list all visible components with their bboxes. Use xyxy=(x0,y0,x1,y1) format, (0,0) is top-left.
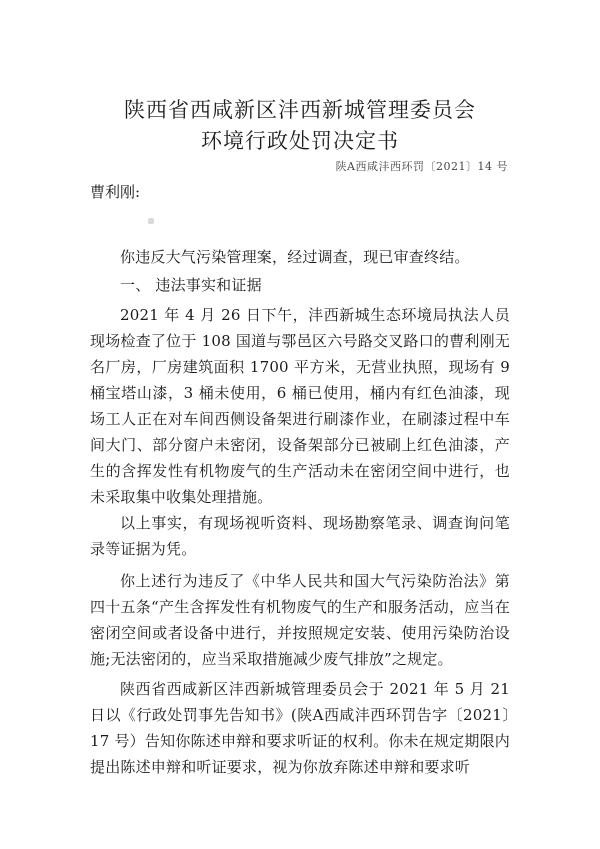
paragraph-intro: 你违反大气污染管理案，经过调查，现已审查终结。 xyxy=(120,248,470,266)
paragraph-law-violation: 你上述行为违反了《中华人民共和国大气污染防治法》第四十五条“产生含挥发性有机物废气的生产和服务活动，应当在密闭空间或者设备中进行，并按照规定安装、使用污染防治设施;无法密闭的，应当采取措施减少废气排放”之规定。 xyxy=(90,572,510,668)
issuing-authority-title: 陕西省西咸新区沣西新城管理委员会 xyxy=(124,98,476,122)
redaction-mark xyxy=(148,218,154,224)
paragraph-facts: 2021 年 4 月 26 日下午，沣西新城生态环境局执法人员现场检查了位于 108 国道与鄠邑区六号路交叉路口的曹利刚无名厂房，厂房建筑面积 1700 平方米，无营业执照，现场有 9 桶宝塔山漆，3 桶未使用，6 桶已使用，桶内有红色油漆，现场工人正在对车间西侧设备架进行刷漆作业，在刷漆过程中车间大门、部分窗户未密闭，设备架部分已被刷上红色油漆，产生的含挥发性有机物废气的生产活动未在密闭空间中进行，也未采取集中收集处理措施。 xyxy=(90,306,510,506)
document-number: 陕A西咸沣西环罚〔2021〕14 号 xyxy=(335,160,508,173)
document-title: 环境行政处罚决定书 xyxy=(201,129,399,153)
section-heading: 一、 违法事实和证据 xyxy=(120,276,262,294)
paragraph-evidence: 以上事实，有现场视听资料、现场勘察笔录、调查询问笔录等证据为凭。 xyxy=(90,514,510,558)
paragraph-prior-notice: 陕西省西咸新区沣西新城管理委员会于 2021 年 5 月 21 日以《行政处罚事先告知书》(陕A西咸沣西环罚告字〔2021〕17 号）告知你陈述申辩和要求听证的权利。你未在规定期限内提出陈述申辩和听证要求，视为你放弃陈述申辩和要求听 xyxy=(90,680,510,776)
addressee: 曹利刚: xyxy=(90,183,141,201)
